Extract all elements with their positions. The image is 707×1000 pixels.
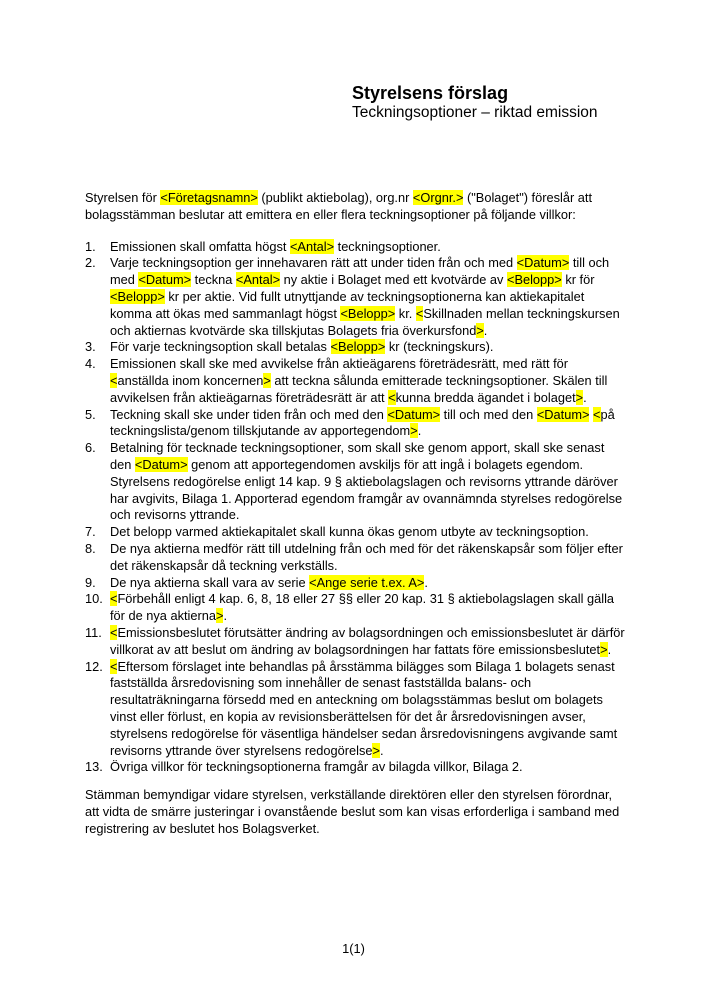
text-run: De nya aktierna skall vara av serie: [110, 574, 310, 590]
placeholder-field: >: [216, 608, 224, 624]
document-footer: [0, 941, 707, 958]
placeholder-field: <Belopp>: [340, 305, 396, 321]
placeholder-field: <Datum>: [387, 406, 441, 422]
clause-number: 2.: [85, 255, 96, 271]
text-run: .: [483, 322, 488, 338]
text-run: Emissionen skall omfatta högst: [110, 238, 290, 254]
clause-item: [85, 625, 628, 659]
placeholder-field: <: [593, 406, 601, 422]
text-run: på teckningslista/genom tillskjutande av apportegendom: [110, 406, 615, 439]
placeholder-field: <Belopp>: [330, 339, 386, 355]
clause-item: [85, 407, 628, 441]
text-run: teckningsoptioner.: [334, 238, 441, 254]
clause-text: [110, 659, 628, 760]
placeholder-field: <Datum>: [138, 272, 192, 288]
clause-text: [110, 339, 628, 356]
placeholder-field: <: [110, 658, 118, 674]
text-run: .: [223, 608, 228, 624]
clause-number: 8.: [85, 540, 96, 556]
clause-text: [110, 575, 628, 592]
placeholder-field: <: [110, 591, 118, 607]
document-header: [352, 83, 598, 122]
clause-item: [85, 339, 628, 356]
placeholder-field: <Belopp>: [110, 288, 165, 304]
text-run: kr (teckningskurs).: [385, 339, 494, 355]
text-run: teckna: [191, 272, 236, 288]
placeholder-field: <Företagsnamn>: [160, 190, 258, 205]
text-run: .: [379, 742, 384, 758]
text-run: Betalning för tecknade teckningsoptioner, som skall ske genom apport, skall ske senast den: [110, 440, 605, 472]
text-run: (publikt aktiebolag), org.nr: [257, 190, 413, 205]
page-number: 1(1): [342, 941, 365, 956]
text-run: ny aktie i Bolaget med ett kvotvärde av: [280, 272, 507, 288]
clause-text: [110, 524, 628, 541]
closing-paragraph: Stämman bemyndigar vidare styrelsen, verkställande direktören eller den styrelsen förordnar, att vidta de smärre justeringar i ovanstående beslut som kan visas erforderliga i samband med registrering av beslutet hos Bolagsverket.: [85, 787, 620, 836]
clause-number: 3.: [85, 339, 96, 355]
text-run: Skillnaden mellan teckningskursen och aktiernas kvotvärde ska tillskjutas Bolagets fria överkursfond: [110, 305, 620, 338]
text-run: att teckna sålunda emitterade teckningsoptioner. Skälen till avvikelsen från aktieägarnas företrädesrätt är att: [110, 372, 608, 405]
page-title: Styrelsens förslag: [352, 83, 509, 103]
text-run: Emissionen skall ske med avvikelse från aktieägarens företrädesrätt, med rätt för: [110, 356, 569, 372]
text-run: ("Bolaget") föreslår att bolagsstämman beslutar att emittera en eller flera teckningsoptioner på följande villkor:: [85, 190, 593, 222]
clause-item: [85, 524, 628, 541]
clause-text: [110, 239, 628, 256]
clause-number: 12.: [85, 658, 103, 674]
placeholder-field: <: [110, 624, 118, 640]
placeholder-field: <Datum>: [536, 406, 590, 422]
clause-number: 1.: [85, 238, 96, 254]
clause-item: [85, 541, 628, 575]
text-run: Varje teckningsoption ger innehavaren rätt att under tiden från och med: [110, 255, 517, 271]
placeholder-field: >: [476, 322, 484, 338]
clause-item: [85, 356, 628, 406]
placeholder-field: <Ange serie t.ex. A>: [309, 574, 425, 590]
clause-number: 10.: [85, 591, 103, 607]
placeholder-field: <Belopp>: [506, 272, 562, 288]
text-run: Övriga villkor för teckningsoptionerna framgår av bilagda villkor, Bilaga 2.: [110, 759, 523, 775]
text-run: För varje teckningsoption skall betalas: [110, 339, 331, 355]
clause-item: [85, 759, 628, 776]
clause-number: 13.: [85, 759, 103, 775]
clause-text: [110, 541, 628, 575]
text-run: kr.: [395, 305, 416, 321]
text-run: kr för: [561, 272, 595, 288]
clause-text: [110, 255, 628, 339]
clause-list: [85, 239, 628, 777]
text-run: Det belopp varmed aktiekapitalet skall kunna ökas genom utbyte av teckningsoption.: [110, 524, 589, 540]
clause-item: [85, 575, 628, 592]
page-subtitle: Teckningsoptioner – riktad emission: [352, 104, 598, 121]
clause-number: 6.: [85, 440, 96, 456]
placeholder-field: >: [410, 423, 418, 439]
text-run: kunna bredda ägandet i bolaget: [395, 389, 576, 405]
text-run: Emissionsbeslutet förutsätter ändring av bolagsordningen och emissionsbeslutet är därför villkorat av att beslut om ändring av bolagsordningen har fattats före emissionsbeslutet: [110, 624, 625, 657]
clause-text: [110, 625, 628, 659]
placeholder-field: <: [388, 389, 396, 405]
text-run: anställda inom koncernen: [117, 372, 264, 388]
text-run: Teckning skall ske under tiden från och med den: [110, 406, 388, 422]
placeholder-field: <Antal>: [289, 238, 335, 254]
clause-number: 11.: [85, 624, 102, 640]
clause-item: [85, 440, 628, 524]
placeholder-field: <Antal>: [235, 272, 281, 288]
clause-text: [110, 440, 628, 524]
text-run: .: [424, 574, 428, 590]
clause-number: 9.: [85, 574, 96, 590]
document-body: [85, 190, 628, 837]
placeholder-field: <Datum>: [134, 456, 188, 472]
text-run: Styrelsen för: [85, 190, 161, 205]
placeholder-field: <Datum>: [516, 255, 570, 271]
clause-item: [85, 239, 628, 256]
clause-item: [85, 591, 628, 625]
text-run: till och med: [110, 255, 610, 288]
text-run: Förbehåll enligt 4 kap. 6, 8, 18 eller 27 §§ eller 20 kap. 31 § aktiebolagslagen skall gälla för de nya aktierna: [110, 591, 615, 624]
text-run: kr per aktie. Vid fullt utnyttjande av teckningsoptionerna kan aktiekapitalet komma att ökas med sammanlagt högst: [110, 288, 585, 321]
clause-item: [85, 255, 628, 339]
placeholder-field: >: [575, 389, 584, 405]
clause-text: [110, 759, 628, 776]
placeholder-field: >: [372, 742, 380, 758]
clause-text: [110, 591, 628, 625]
text-run: till och med den: [440, 406, 537, 422]
placeholder-field: >: [263, 372, 271, 388]
placeholder-field: >: [600, 641, 608, 657]
text-run: .: [607, 641, 612, 657]
clause-text: [110, 356, 628, 406]
clause-text: [110, 407, 628, 441]
text-run: .: [417, 423, 422, 439]
text-run: De nya aktierna medför rätt till utdelning från och med för det räkenskapsår som följer efter det räkenskapsår då teckning verkställs.: [110, 540, 623, 573]
clause-item: [85, 659, 628, 760]
text-run: Eftersom förslaget inte behandlas på årsstämma bilägges som Bilaga 1 bolagets senast fastställda årsredovisning som innehåller de senast fastställda balans- och resultaträkningarna försedd med en anteckning om bolagsstämmas beslut om bolagets vinst eller förlust, en kopia av revisionsberättelsen för det år årsredovisningen avser, styrelsens redogörelse för väsentliga händelser sedan årsredovisningens avgivande samt revisorns yttrande över styrelsens redogörelse: [110, 658, 618, 758]
clause-number: 5.: [85, 406, 96, 422]
placeholder-field: <: [415, 305, 424, 321]
intro-paragraph: [85, 190, 628, 224]
text-run: genom att apportegendomen avskiljs för att ingå i bolagets egendom. Styrelsens redogörelse enligt 14 kap. 9 § aktiebolagslagen och revisorns yttrande däröver har avgivits, Bilaga 1. Apporterad egendom framgår av ovannämnda styrelses redogörelse och revisorns yttrande.: [110, 456, 623, 523]
placeholder-field: <: [110, 372, 118, 388]
placeholder-field: <Orgnr.>: [412, 190, 464, 205]
clause-number: 7.: [85, 524, 96, 540]
clause-number: 4.: [85, 356, 96, 372]
text-run: .: [583, 389, 587, 405]
